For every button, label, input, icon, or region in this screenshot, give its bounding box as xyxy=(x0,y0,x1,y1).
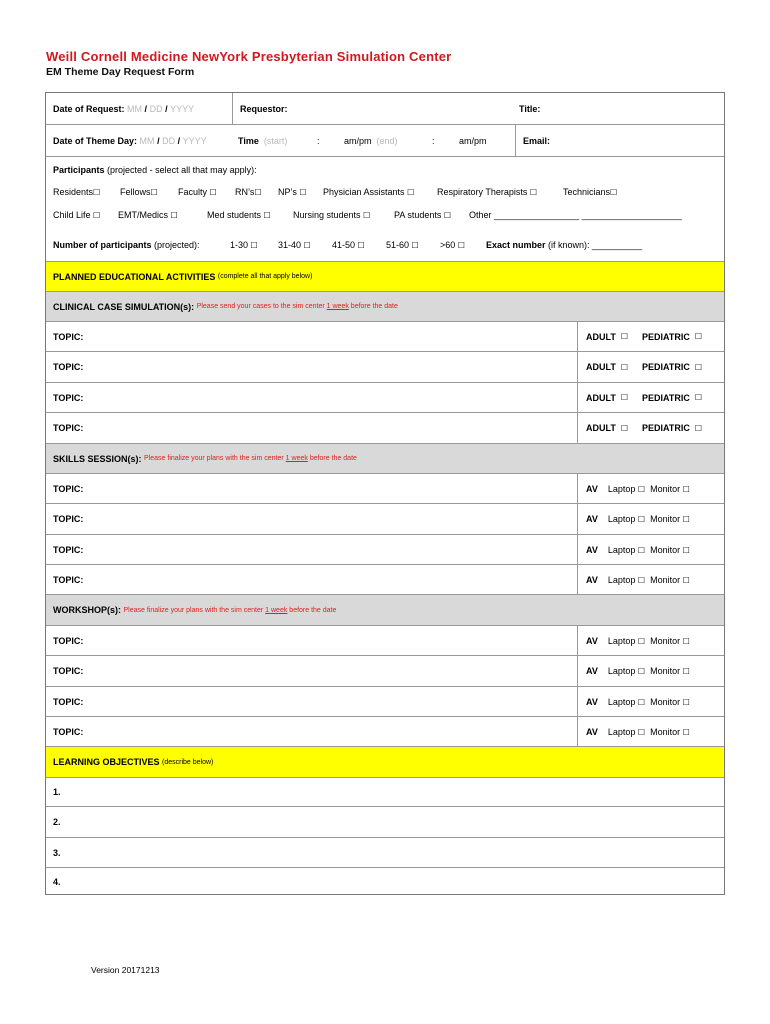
clinical-topic-row xyxy=(46,321,724,351)
topic-label[interactable]: TOPIC: xyxy=(53,726,84,737)
laptop-checkbox[interactable]: Laptop ☐ xyxy=(607,635,646,646)
clinical-topic-row xyxy=(46,382,724,412)
clinical-section-header xyxy=(46,291,724,321)
option-nps[interactable]: NP’s ☐ xyxy=(278,187,307,197)
topic-label[interactable]: TOPIC: xyxy=(53,331,84,342)
exact-number-label: Exact number xyxy=(486,240,546,250)
option-residents[interactable]: Residents☐ xyxy=(53,187,101,197)
theme-mm-field[interactable]: MM xyxy=(139,135,155,146)
time-label: Time xyxy=(238,135,259,146)
skills-note: Please finalize your plans with the sim center 1 week before the date xyxy=(144,455,357,462)
objective-number: 2. xyxy=(53,817,61,827)
adult-checkbox[interactable]: ADULT ☐ xyxy=(586,423,629,433)
clinical-topic-row xyxy=(46,351,724,382)
divider xyxy=(577,383,578,412)
av-label: AV xyxy=(586,696,598,707)
laptop-checkbox[interactable]: Laptop ☐ xyxy=(607,574,646,585)
range-over-60[interactable]: >60 ☐ xyxy=(440,240,465,250)
monitor-checkbox[interactable]: Monitor ☐ xyxy=(650,574,690,585)
topic-label[interactable]: TOPIC: xyxy=(53,666,84,676)
monitor-checkbox[interactable]: Monitor ☐ xyxy=(650,635,690,646)
range-51-60[interactable]: 51-60 ☐ xyxy=(386,240,419,250)
laptop-checkbox[interactable]: Laptop ☐ xyxy=(607,726,646,737)
objectives-label: LEARNING OBJECTIVES xyxy=(53,757,160,767)
divider xyxy=(577,322,578,351)
av-label: AV xyxy=(586,726,598,737)
option-technicians[interactable]: Technicians☐ xyxy=(563,187,618,197)
skills-topic-row xyxy=(46,473,724,503)
monitor-checkbox[interactable]: Monitor ☐ xyxy=(650,726,690,737)
monitor-checkbox[interactable]: Monitor ☐ xyxy=(650,514,690,524)
skills-topic-row xyxy=(46,534,724,564)
divider xyxy=(515,125,516,156)
form-subtitle: EM Theme Day Request Form xyxy=(46,66,195,78)
date-separator: / xyxy=(177,135,181,146)
divider xyxy=(577,474,578,503)
pediatric-checkbox[interactable]: PEDIATRIC ☐ xyxy=(642,331,703,342)
workshop-topic-row xyxy=(46,686,724,716)
objective-number: 4. xyxy=(53,877,61,887)
end-ampm-field[interactable]: am/pm xyxy=(459,135,487,146)
divider xyxy=(577,717,578,746)
av-label: AV xyxy=(586,544,598,555)
av-label: AV xyxy=(586,514,598,524)
adult-checkbox[interactable]: ADULT ☐ xyxy=(586,392,629,403)
workshop-note: Please finalize your plans with the sim center 1 week before the date xyxy=(123,606,337,614)
laptop-checkbox[interactable]: Laptop ☐ xyxy=(607,696,646,707)
objective-row[interactable] xyxy=(46,777,724,806)
pediatric-checkbox[interactable]: PEDIATRIC ☐ xyxy=(642,362,703,372)
workshop-topic-row xyxy=(46,655,724,686)
date-separator: / xyxy=(144,103,148,114)
topic-label[interactable]: TOPIC: xyxy=(53,362,84,372)
option-nursing-students[interactable]: Nursing students ☐ xyxy=(293,210,371,220)
date-separator: / xyxy=(165,103,168,114)
laptop-checkbox[interactable]: Laptop ☐ xyxy=(607,514,646,524)
option-pa-students[interactable]: PA students ☐ xyxy=(394,210,452,220)
divider xyxy=(577,504,578,534)
topic-label[interactable]: TOPIC: xyxy=(53,392,84,403)
version-footer: Version 20171213 xyxy=(91,965,160,975)
av-label: AV xyxy=(586,666,598,676)
skills-section-header xyxy=(46,443,724,473)
topic-label[interactable]: TOPIC: xyxy=(53,483,84,494)
skills-topic-row xyxy=(46,564,724,594)
divider xyxy=(577,413,578,443)
divider xyxy=(577,687,578,716)
clinical-note: Please send your cases to the sim center 1 week before the date xyxy=(196,303,398,310)
objective-number: 1. xyxy=(53,787,61,797)
request-form xyxy=(45,92,725,895)
option-med-students[interactable]: Med students ☐ xyxy=(207,210,271,220)
monitor-checkbox[interactable]: Monitor ☐ xyxy=(650,666,690,676)
option-faculty[interactable]: Faculty ☐ xyxy=(178,187,217,197)
topic-label[interactable]: TOPIC: xyxy=(53,696,84,707)
divider xyxy=(577,626,578,655)
monitor-checkbox[interactable]: Monitor ☐ xyxy=(650,696,690,707)
option-rns[interactable]: RN’s☐ xyxy=(235,187,262,197)
av-label: AV xyxy=(586,483,598,494)
pediatric-checkbox[interactable]: PEDIATRIC ☐ xyxy=(642,392,703,403)
range-1-30[interactable]: 1-30 ☐ xyxy=(230,240,258,250)
adult-checkbox[interactable]: ADULT ☐ xyxy=(586,331,629,342)
adult-checkbox[interactable]: ADULT ☐ xyxy=(586,362,629,372)
end-time-field[interactable]: (end) xyxy=(376,135,398,146)
laptop-checkbox[interactable]: Laptop ☐ xyxy=(607,483,646,494)
option-other[interactable]: Other _________________ ____________________ xyxy=(469,210,682,220)
option-respiratory-therapists[interactable]: Respiratory Therapists ☐ xyxy=(437,187,538,197)
participants-section xyxy=(46,156,724,261)
exact-number-field[interactable]: (if known): __________ xyxy=(548,240,643,250)
divider xyxy=(577,565,578,594)
topic-label[interactable]: TOPIC: xyxy=(53,635,84,646)
planned-activities-header xyxy=(46,261,724,291)
workshop-topic-row xyxy=(46,716,724,746)
start-time-field[interactable]: (start) xyxy=(263,135,288,146)
skills-topic-row xyxy=(46,503,724,534)
laptop-checkbox[interactable]: Laptop ☐ xyxy=(607,666,646,676)
objective-row[interactable] xyxy=(46,837,724,867)
topic-label[interactable]: TOPIC: xyxy=(53,544,84,555)
option-physician-assistants[interactable]: Physician Assistants ☐ xyxy=(323,187,415,197)
time-colon: : xyxy=(432,135,435,146)
divider xyxy=(577,352,578,382)
clinical-topic-row xyxy=(46,412,724,443)
date-of-request-label: Date of Request: xyxy=(53,103,125,114)
theme-day-row xyxy=(46,124,724,156)
workshop-label: WORKSHOP(s): xyxy=(53,605,121,615)
learning-objectives-header xyxy=(46,746,724,777)
workshop-section-header xyxy=(46,594,724,625)
form-org-title: Weill Cornell Medicine NewYork Presbyterian Simulation Center xyxy=(46,49,452,64)
pediatric-checkbox[interactable]: PEDIATRIC ☐ xyxy=(642,423,703,433)
topic-label[interactable]: TOPIC: xyxy=(53,423,84,433)
number-label: Number of participants xyxy=(53,240,152,250)
objective-row[interactable] xyxy=(46,806,724,837)
option-fellows[interactable]: Fellows☐ xyxy=(120,187,158,197)
theme-day-label: Date of Theme Day: xyxy=(53,135,138,146)
av-label: AV xyxy=(586,635,598,646)
email-label: Email: xyxy=(523,135,551,146)
av-label: AV xyxy=(586,574,598,585)
divider xyxy=(232,93,233,124)
start-ampm-field[interactable]: am/pm xyxy=(344,135,372,146)
time-colon: : xyxy=(317,135,320,146)
workshop-topic-row xyxy=(46,625,724,655)
range-41-50[interactable]: 41-50 ☐ xyxy=(332,240,365,250)
objectives-note: (describe below) xyxy=(162,758,214,766)
number-note: (projected): xyxy=(154,240,200,250)
topic-label[interactable]: TOPIC: xyxy=(53,514,84,524)
date-yyyy-field[interactable]: YYYY xyxy=(170,103,195,114)
skills-label: SKILLS SESSION(s): xyxy=(53,453,142,464)
requestor-label: Requestor: xyxy=(240,103,288,114)
request-row xyxy=(46,93,724,124)
date-separator: / xyxy=(157,135,160,146)
divider xyxy=(577,535,578,564)
laptop-checkbox[interactable]: Laptop ☐ xyxy=(607,544,646,555)
range-31-40[interactable]: 31-40 ☐ xyxy=(278,240,311,250)
monitor-checkbox[interactable]: Monitor ☐ xyxy=(650,544,690,555)
title-label: Title: xyxy=(519,103,541,114)
participants-label: Participants xyxy=(53,165,105,175)
planned-label: PLANNED EDUCATIONAL ACTIVITIES xyxy=(53,271,216,282)
date-mm-field[interactable]: MM xyxy=(127,103,143,114)
objective-number: 3. xyxy=(53,847,61,858)
option-emt-medics[interactable]: EMT/Medics ☐ xyxy=(118,210,178,220)
divider xyxy=(577,656,578,686)
clinical-label: CLINICAL CASE SIMULATION(s): xyxy=(53,301,195,312)
topic-label[interactable]: TOPIC: xyxy=(53,574,84,585)
participants-note: (projected - select all that may apply): xyxy=(107,165,257,175)
monitor-checkbox[interactable]: Monitor ☐ xyxy=(650,483,690,494)
theme-yyyy-field[interactable]: YYYY xyxy=(182,135,207,146)
date-dd-field[interactable]: DD xyxy=(149,103,163,114)
objective-row[interactable] xyxy=(46,867,724,896)
planned-note: (complete all that apply below) xyxy=(217,273,313,280)
option-child-life[interactable]: Child Life ☐ xyxy=(53,210,101,220)
theme-dd-field[interactable]: DD xyxy=(162,135,176,146)
